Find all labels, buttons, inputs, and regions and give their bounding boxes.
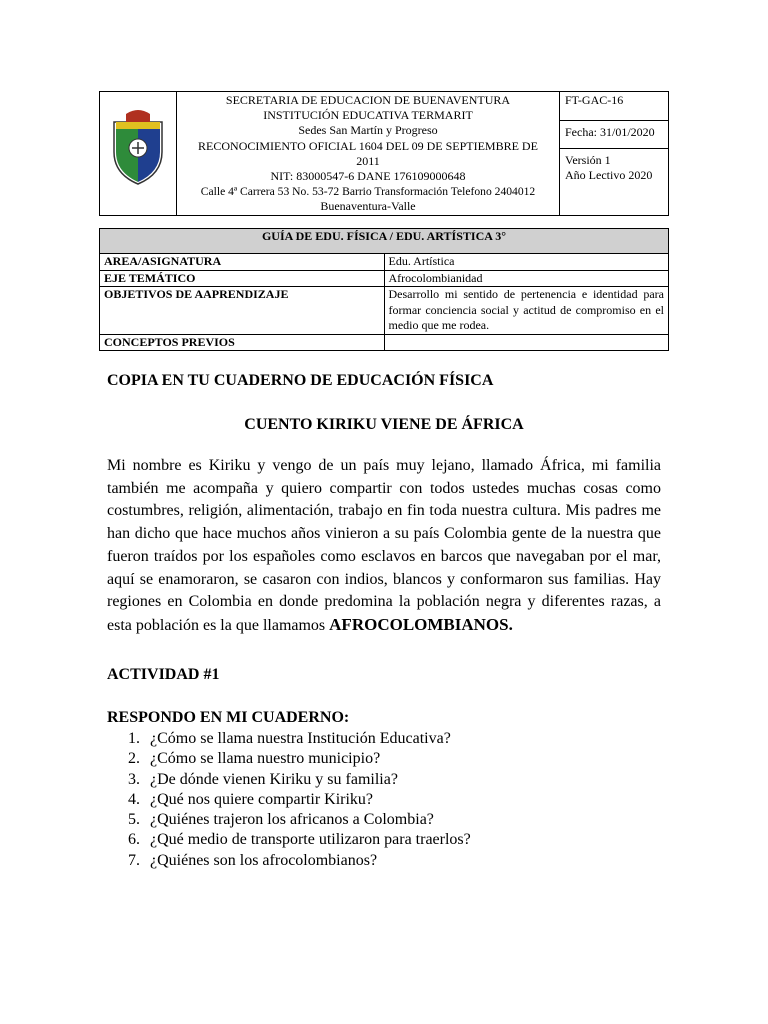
- list-item: [128, 810, 471, 830]
- objectives-label: OBJETIVOS DE AAPRENDIZAJE: [100, 287, 385, 335]
- theme-value: Afrocolombianidad: [384, 270, 669, 287]
- header-line: Calle 4ª Carrera 53 No. 53-72 Barrio Transformación Telefono 2404012: [200, 185, 536, 199]
- copy-heading: COPIA EN TU CUADERNO DE EDUCACIÓN FÍSICA: [107, 372, 494, 389]
- year-text: Año Lectivo 2020: [565, 168, 653, 182]
- header-table: [99, 91, 669, 216]
- question-number: 4.: [128, 790, 140, 808]
- prior-concepts-label: CONCEPTOS PREVIOS: [100, 334, 385, 351]
- question-text: ¿De dónde vienen Kiriku y su familia?: [150, 770, 398, 788]
- objectives-value: Desarrollo mi sentido de pertenencia e identidad para formar conciencia social y actitud de compromiso en el medio que me rodea.: [384, 287, 669, 335]
- header-line: Buenaventura-Valle: [320, 199, 416, 214]
- prior-concepts-value: [384, 334, 669, 351]
- story-bold-word: AFROCOLOMBIANOS.: [329, 614, 513, 634]
- question-number: 2.: [128, 750, 140, 768]
- form-version: [560, 149, 669, 216]
- activity-heading: ACTIVIDAD #1: [107, 666, 220, 683]
- story-title: CUENTO KIRIKU VIENE DE ÁFRICA: [244, 416, 524, 433]
- version-text: Versión 1: [565, 153, 611, 167]
- questions-list: [128, 729, 471, 871]
- list-item: [128, 770, 471, 790]
- header-line: NIT: 83000547-6 DANE 176109000648: [270, 169, 466, 184]
- list-item: [128, 749, 471, 769]
- header-line: SECRETARIA DE EDUCACION DE BUENAVENTURA: [225, 93, 511, 107]
- area-value: Edu. Artística: [384, 254, 669, 271]
- header-line: INSTITUCIÓN EDUCATIVA TERMARIT: [263, 108, 473, 123]
- question-text: ¿Quiénes trajeron los africanos a Colombia?: [150, 811, 434, 829]
- area-label: AREA/ASIGNATURA: [100, 254, 385, 271]
- list-item: [128, 830, 471, 850]
- question-number: 7.: [128, 851, 140, 869]
- question-number: 3.: [128, 770, 140, 788]
- question-text: ¿Cómo se llama nuestro municipio?: [150, 750, 381, 768]
- form-date: Fecha: 31/01/2020: [560, 121, 669, 149]
- question-number: 1.: [128, 730, 140, 747]
- question-number: 5.: [128, 811, 140, 829]
- question-text: ¿Qué nos quiere compartir Kiriku?: [150, 790, 374, 808]
- list-item: [128, 729, 471, 749]
- institution-info: [177, 92, 560, 216]
- logo-cell: [100, 92, 177, 216]
- header-line: RECONOCIMIENTO OFICIAL 1604 DEL 09 DE SEPTIEMBRE DE: [198, 138, 538, 153]
- header-line: Sedes San Martín y Progreso: [298, 123, 438, 138]
- story-paragraph: [107, 455, 661, 638]
- school-crest-logo: [108, 108, 168, 188]
- list-item: [128, 790, 471, 810]
- question-text: ¿Quiénes son los afrocolombianos?: [150, 851, 378, 869]
- guide-info-table: [99, 228, 669, 351]
- form-code: FT-GAC-16: [560, 92, 669, 121]
- header-line: 2011: [356, 153, 380, 168]
- respond-heading: RESPONDO EN MI CUADERNO:: [107, 709, 350, 726]
- question-text: ¿Cómo se llama nuestra Institución Educativa?: [150, 730, 451, 747]
- question-text: ¿Qué medio de transporte utilizaron para traerlos?: [150, 831, 471, 849]
- story-text: Mi nombre es Kiriku y vengo de un país muy lejano, llamado África, mi familia también me acompaña y quiero compartir con todos ustedes muchas cosas como costumbres, religión, alimentación, trabajo en fin toda nuestra cultura. Mis padres me han dicho que hace muchos años vinieron a su país Colombia gente de la nuestra que fueron traídos por los españoles como esclavos en barcos que navegaban por el mar, aquí se enamoraron, se casaron con indios, blancos y conformaron sus familias. Hay regiones en Colombia en donde predomina la población negra y diferentes razas, a esta población es la que llamamos: [107, 457, 661, 634]
- question-number: 6.: [128, 831, 140, 849]
- theme-label: EJE TEMÁTICO: [100, 270, 385, 287]
- list-item: [128, 851, 471, 871]
- guide-title: GUÍA DE EDU. FÍSICA / EDU. ARTÍSTICA 3°: [100, 229, 669, 254]
